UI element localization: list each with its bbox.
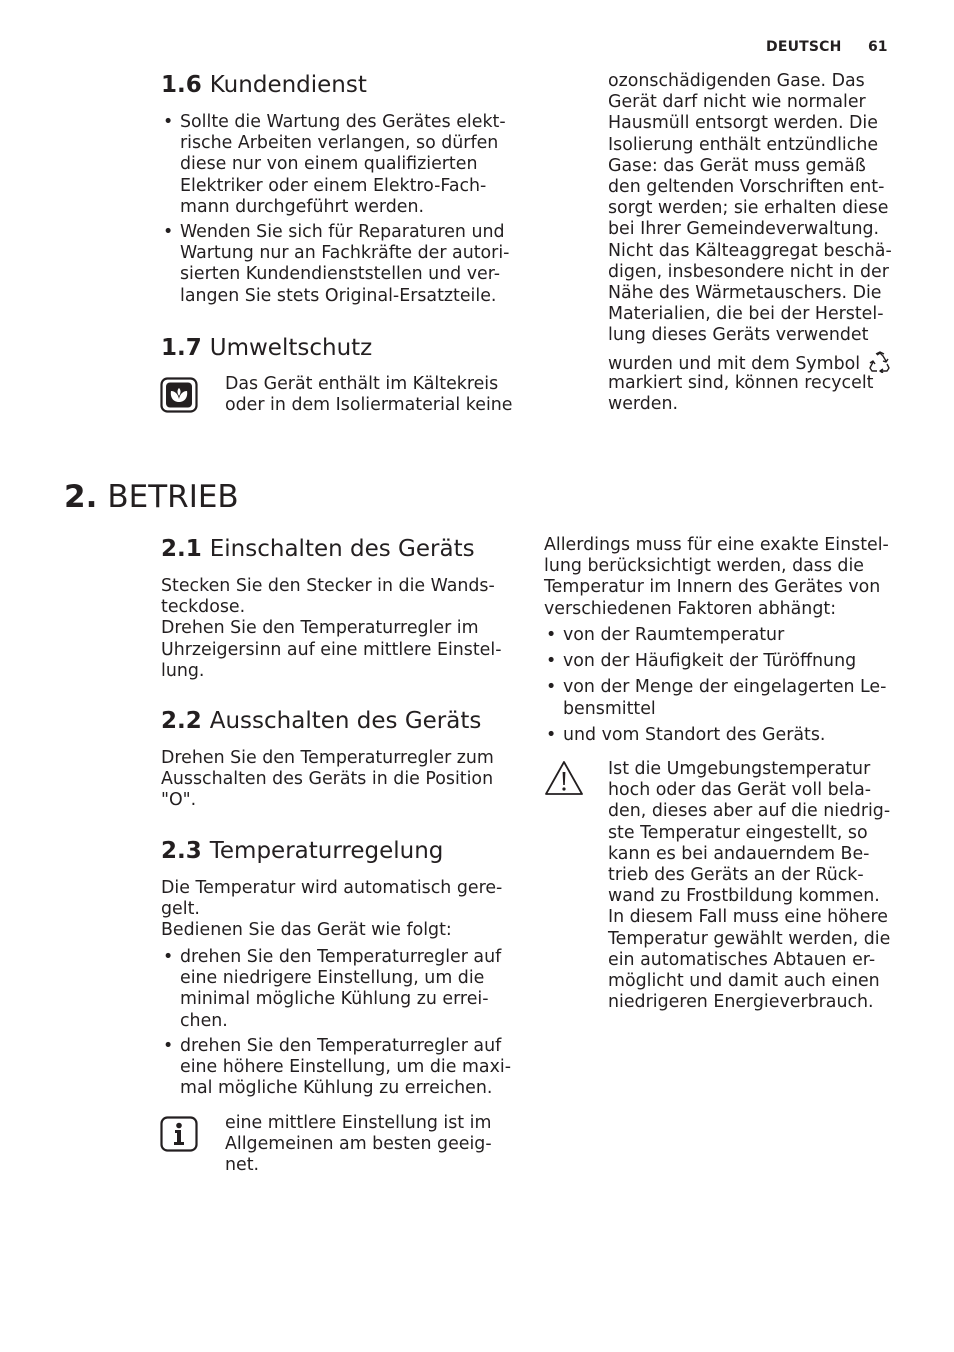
warning-icon	[544, 760, 584, 796]
list-item: • von der Raumtemperatur	[544, 625, 886, 646]
section-heading-1-6	[161, 71, 367, 99]
info-icon	[160, 1116, 198, 1152]
recycle-icon	[868, 351, 892, 373]
factors-intro-text: Allerdings muss für eine exakte Einstel- lung berücksichtigt werden, dass die Temperatur im Innern des Gerätes von verschiedenen Faktoren abhängt:	[544, 535, 889, 619]
section-heading-2-3	[161, 837, 443, 865]
section-number: 1.6	[161, 72, 202, 98]
environment-icon	[160, 377, 198, 413]
list-item: • von der Menge der eingelagerten Le- bensmittel	[544, 677, 886, 719]
bullet-list-temperature	[161, 947, 511, 1099]
section-heading-2-1	[161, 535, 475, 563]
bullet-list-service	[161, 112, 509, 307]
running-header-language: DEUTSCH	[766, 39, 842, 55]
environment-text-continued: ozonschädigenden Gase. Das Gerät darf nicht wie normaler Hausmüll entsorgt werden. Die Isolierung enthält entzündliche Gase: das Gerät muss gemäß den geltenden Vorschriften ent- sorgt werden; sie erhalten diese bei Ihrer Gemeindeverwaltung. Nicht das Kälteaggregat beschä- digen, insbesondere nicht in der Nähe des Wärmetauschers. Die Materialien, die bei der Herstel- lung dieses Geräts verwendet	[608, 71, 892, 346]
list-item: • drehen Sie den Temperaturregler auf eine höhere Einstellung, um die maxi- mal mögliche Kühlung zu erreichen.	[161, 1036, 511, 1100]
section-heading-2-2	[161, 707, 481, 735]
bullet-list-factors	[544, 625, 886, 746]
section-title: Ausschalten des Geräts	[209, 708, 482, 734]
chapter-number: 2.	[64, 479, 98, 515]
info-note-text: eine mittlere Einstellung ist im Allgemeinen am besten geeig- net.	[225, 1113, 492, 1176]
section-title: Einschalten des Geräts	[209, 536, 475, 562]
section-title: Temperaturregelung	[209, 838, 444, 864]
section-title: Kundendienst	[209, 72, 367, 98]
warning-note-text: Ist die Umgebungstemperatur hoch oder das Gerät voll bela- den, dieses aber auf die niedrig- ste Temperatur eingestellt, so kann es bei andauerndem Be- trieb des Geräts an der Rück- wand zu Frostbildung kommen. In diesem Fall muss eine höhere Temperatur gewählt werden, die ein automatisches Abtauen er- möglicht und damit auch einen niedrigeren Energieverbrauch.	[608, 759, 891, 1013]
switch-on-text: Stecken Sie den Stecker in die Wands- teckdose. Drehen Sie den Temperaturregler im Uhrzeigersinn auf eine mittlere Einstel- lung.	[161, 576, 502, 681]
section-number: 2.3	[161, 838, 202, 864]
switch-off-text: Drehen Sie den Temperaturregler zum Ausschalten des Geräts in die Position "O".	[161, 748, 494, 811]
list-item: • von der Häufigkeit der Türöffnung	[544, 651, 886, 672]
page-number: 61	[868, 39, 888, 55]
chapter-title: BETRIEB	[107, 479, 239, 515]
list-item: • Sollte die Wartung des Gerätes elekt- rische Arbeiten verlangen, so dürfen diese nur von einem qualifizierten Elektriker oder einem Elektro-Fach- mann durchgeführt werden.	[161, 112, 509, 218]
section-number: 1.7	[161, 335, 202, 361]
list-item: • Wenden Sie sich für Reparaturen und Wartung nur an Fachkräfte der autori- sierten Kundendienststellen und ver- langen Sie stets Original-Ersatzteile.	[161, 222, 509, 307]
temperature-regulation-text: Die Temperatur wird automatisch gere- gelt. Bedienen Sie das Gerät wie folgt:	[161, 878, 503, 941]
environment-text: Das Gerät enthält im Kältekreis oder in dem Isoliermaterial keine	[225, 374, 513, 416]
section-title: Umweltschutz	[209, 335, 373, 361]
recycle-symbol-line	[608, 351, 892, 375]
recycle-text-end: markiert sind, können recycelt werden.	[608, 373, 874, 415]
section-number: 2.2	[161, 708, 202, 734]
section-number: 2.1	[161, 536, 202, 562]
section-heading-1-7	[161, 334, 372, 362]
list-item: • und vom Standort des Geräts.	[544, 725, 886, 746]
list-item: • drehen Sie den Temperaturregler auf eine niedrigere Einstellung, um die minimal mögliche Kühlung zu errei- chen.	[161, 947, 511, 1032]
chapter-heading	[64, 478, 239, 516]
recycle-symbol-text: wurden und mit dem Symbol	[608, 354, 861, 374]
